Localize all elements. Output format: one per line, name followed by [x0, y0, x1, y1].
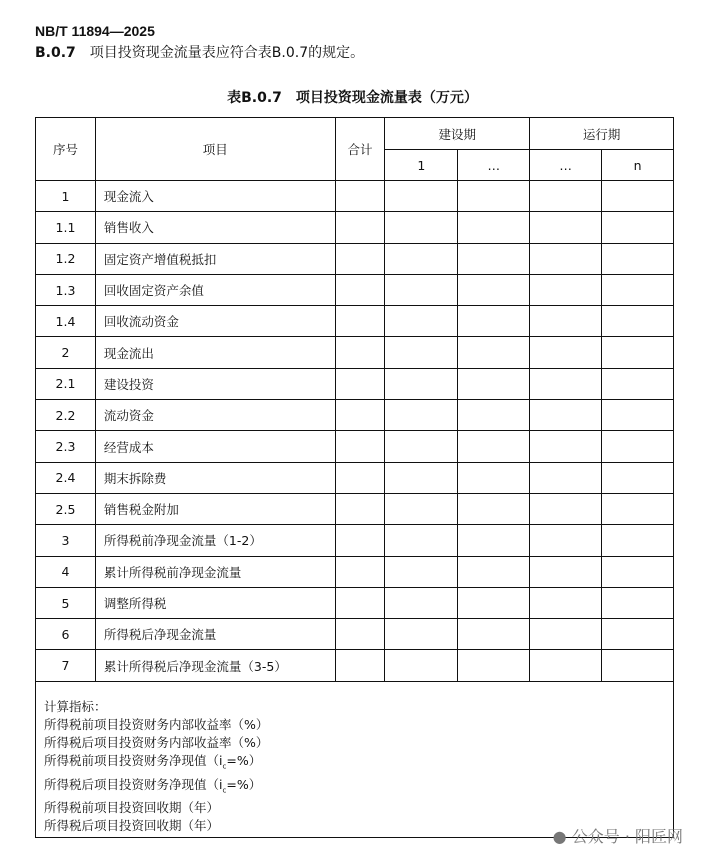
- value-cell: [335, 306, 385, 337]
- value-cell: [530, 462, 602, 493]
- indicators-heading: 计算指标：: [44, 699, 107, 714]
- row-item: 流动资金: [95, 400, 335, 431]
- row-item: 销售税金附加: [95, 493, 335, 524]
- value-cell: [335, 587, 385, 618]
- value-cell: [530, 650, 602, 681]
- row-no: 2.3: [36, 431, 96, 462]
- table-row: [36, 337, 674, 368]
- indicators-box: [35, 681, 674, 838]
- value-cell: [335, 525, 385, 556]
- row-no: 1.4: [36, 306, 96, 337]
- value-cell: [602, 619, 674, 650]
- table-row: [36, 462, 674, 493]
- table-row: [36, 587, 674, 618]
- indicator-pre: 所得税后项目投资财务净现值（i: [44, 776, 223, 792]
- value-cell: [385, 462, 458, 493]
- value-cell: [458, 337, 530, 368]
- value-cell: [385, 181, 458, 212]
- value-cell: [602, 400, 674, 431]
- value-cell: [530, 274, 602, 305]
- header-construction: 建设期: [385, 118, 530, 150]
- value-cell: [335, 212, 385, 243]
- clause-number: B.0.7: [35, 45, 76, 61]
- value-cell: [530, 337, 602, 368]
- value-cell: [602, 274, 674, 305]
- value-cell: [458, 650, 530, 681]
- table-title: 表B.0.7 项目投资现金流量表（万元）: [227, 90, 478, 106]
- header-total: 合计: [335, 118, 385, 181]
- row-item: 期末拆除费: [95, 462, 335, 493]
- value-cell: [335, 493, 385, 524]
- value-cell: [385, 493, 458, 524]
- value-cell: [602, 212, 674, 243]
- row-no: 1.2: [36, 243, 96, 274]
- row-no: 3: [36, 525, 96, 556]
- row-no: 4: [36, 556, 96, 587]
- value-cell: [530, 556, 602, 587]
- table-row: [36, 243, 674, 274]
- value-cell: [602, 650, 674, 681]
- value-cell: [335, 274, 385, 305]
- table-row: [36, 274, 674, 305]
- value-cell: [458, 243, 530, 274]
- indicator-line: 所得税前项目投资回收期（年）: [44, 800, 220, 815]
- value-cell: [458, 181, 530, 212]
- value-cell: [530, 212, 602, 243]
- value-cell: [335, 337, 385, 368]
- row-no: 2.5: [36, 493, 96, 524]
- header-item: 项目: [95, 118, 335, 181]
- table-row: [36, 525, 674, 556]
- row-no: 5: [36, 587, 96, 618]
- value-cell: [458, 587, 530, 618]
- header-year: …: [458, 150, 530, 181]
- row-item: 回收流动资金: [95, 306, 335, 337]
- row-item: 销售收入: [95, 212, 335, 243]
- value-cell: [530, 587, 602, 618]
- table-row: [36, 400, 674, 431]
- row-no: 2.2: [36, 400, 96, 431]
- row-item: 回收固定资产余值: [95, 274, 335, 305]
- table-row: [36, 181, 674, 212]
- table-row: [36, 306, 674, 337]
- value-cell: [602, 337, 674, 368]
- value-cell: [530, 368, 602, 399]
- header-year: …: [530, 150, 602, 181]
- value-cell: [530, 243, 602, 274]
- value-cell: [335, 650, 385, 681]
- value-cell: [385, 368, 458, 399]
- clause-text: [35, 42, 364, 62]
- table-row: [36, 619, 674, 650]
- watermark-text: 公众号 · 阳匠网: [571, 827, 683, 846]
- row-no: 2.4: [36, 462, 96, 493]
- indicator-line: [44, 752, 268, 776]
- indicator-sub: c: [222, 786, 227, 794]
- indicator-post: =%）: [226, 776, 262, 792]
- cash-flow-table: [35, 117, 674, 682]
- value-cell: [530, 525, 602, 556]
- table-row: [36, 431, 674, 462]
- row-no: 1.1: [36, 212, 96, 243]
- indicator-post: =%）: [226, 753, 262, 768]
- value-cell: [385, 650, 458, 681]
- value-cell: [385, 556, 458, 587]
- value-cell: [458, 306, 530, 337]
- value-cell: [385, 274, 458, 305]
- row-item: 所得税后净现金流量: [95, 619, 335, 650]
- header-operation: 运行期: [530, 118, 674, 150]
- value-cell: [458, 212, 530, 243]
- wechat-icon: ●: [552, 827, 567, 846]
- row-item: 调整所得税: [95, 587, 335, 618]
- value-cell: [335, 400, 385, 431]
- value-cell: [335, 556, 385, 587]
- table-row: [36, 212, 674, 243]
- value-cell: [530, 306, 602, 337]
- row-item: 累计所得税后净现金流量（3-5）: [95, 650, 335, 681]
- value-cell: [458, 431, 530, 462]
- indicator-line: 所得税前项目投资财务内部收益率（%）: [44, 717, 269, 732]
- value-cell: [385, 306, 458, 337]
- value-cell: [602, 556, 674, 587]
- indicator-line: 所得税后项目投资财务内部收益率（%）: [44, 735, 269, 750]
- value-cell: [335, 243, 385, 274]
- value-cell: [335, 368, 385, 399]
- value-cell: [458, 556, 530, 587]
- row-no: 1: [36, 181, 96, 212]
- value-cell: [602, 306, 674, 337]
- value-cell: [458, 619, 530, 650]
- value-cell: [458, 462, 530, 493]
- value-cell: [335, 181, 385, 212]
- value-cell: [335, 462, 385, 493]
- value-cell: [458, 368, 530, 399]
- indicator-sub: c: [222, 762, 227, 771]
- row-item: 累计所得税前净现金流量: [95, 556, 335, 587]
- indicator-line: [44, 776, 268, 800]
- row-item: 现金流入: [95, 181, 335, 212]
- value-cell: [530, 181, 602, 212]
- header-no: 序号: [36, 118, 96, 181]
- watermark: [553, 824, 683, 847]
- value-cell: [530, 619, 602, 650]
- standard-number: NB/T 11894—2025: [35, 23, 155, 39]
- value-cell: [458, 274, 530, 305]
- row-no: 2.1: [36, 368, 96, 399]
- row-item: 经营成本: [95, 431, 335, 462]
- clause-body: 项目投资现金流量表应符合表B.0.7的规定。: [89, 45, 365, 61]
- value-cell: [385, 525, 458, 556]
- value-cell: [385, 243, 458, 274]
- row-no: 7: [36, 650, 96, 681]
- header-year: 1: [385, 150, 458, 181]
- value-cell: [458, 525, 530, 556]
- row-no: 6: [36, 619, 96, 650]
- row-no: 1.3: [36, 274, 96, 305]
- value-cell: [458, 400, 530, 431]
- row-item: 固定资产增值税抵扣: [95, 243, 335, 274]
- table-row: [36, 368, 674, 399]
- row-item: 建设投资: [95, 368, 335, 399]
- header-year: n: [602, 150, 674, 181]
- value-cell: [602, 587, 674, 618]
- row-item: 现金流出: [95, 337, 335, 368]
- value-cell: [602, 181, 674, 212]
- table-row: [36, 556, 674, 587]
- value-cell: [530, 493, 602, 524]
- value-cell: [602, 431, 674, 462]
- value-cell: [458, 493, 530, 524]
- table-row: [36, 493, 674, 524]
- value-cell: [602, 243, 674, 274]
- value-cell: [335, 431, 385, 462]
- value-cell: [385, 431, 458, 462]
- indicator-pre: 所得税前项目投资财务净现值（i: [44, 753, 223, 768]
- value-cell: [530, 431, 602, 462]
- value-cell: [335, 619, 385, 650]
- value-cell: [602, 368, 674, 399]
- row-no: 2: [36, 337, 96, 368]
- value-cell: [385, 212, 458, 243]
- value-cell: [602, 493, 674, 524]
- value-cell: [602, 462, 674, 493]
- value-cell: [385, 619, 458, 650]
- table-row: [36, 650, 674, 681]
- value-cell: [385, 587, 458, 618]
- value-cell: [530, 400, 602, 431]
- value-cell: [385, 337, 458, 368]
- indicator-line: 所得税后项目投资回收期（年）: [44, 818, 220, 833]
- value-cell: [602, 525, 674, 556]
- value-cell: [385, 400, 458, 431]
- row-item: 所得税前净现金流量（1-2）: [95, 525, 335, 556]
